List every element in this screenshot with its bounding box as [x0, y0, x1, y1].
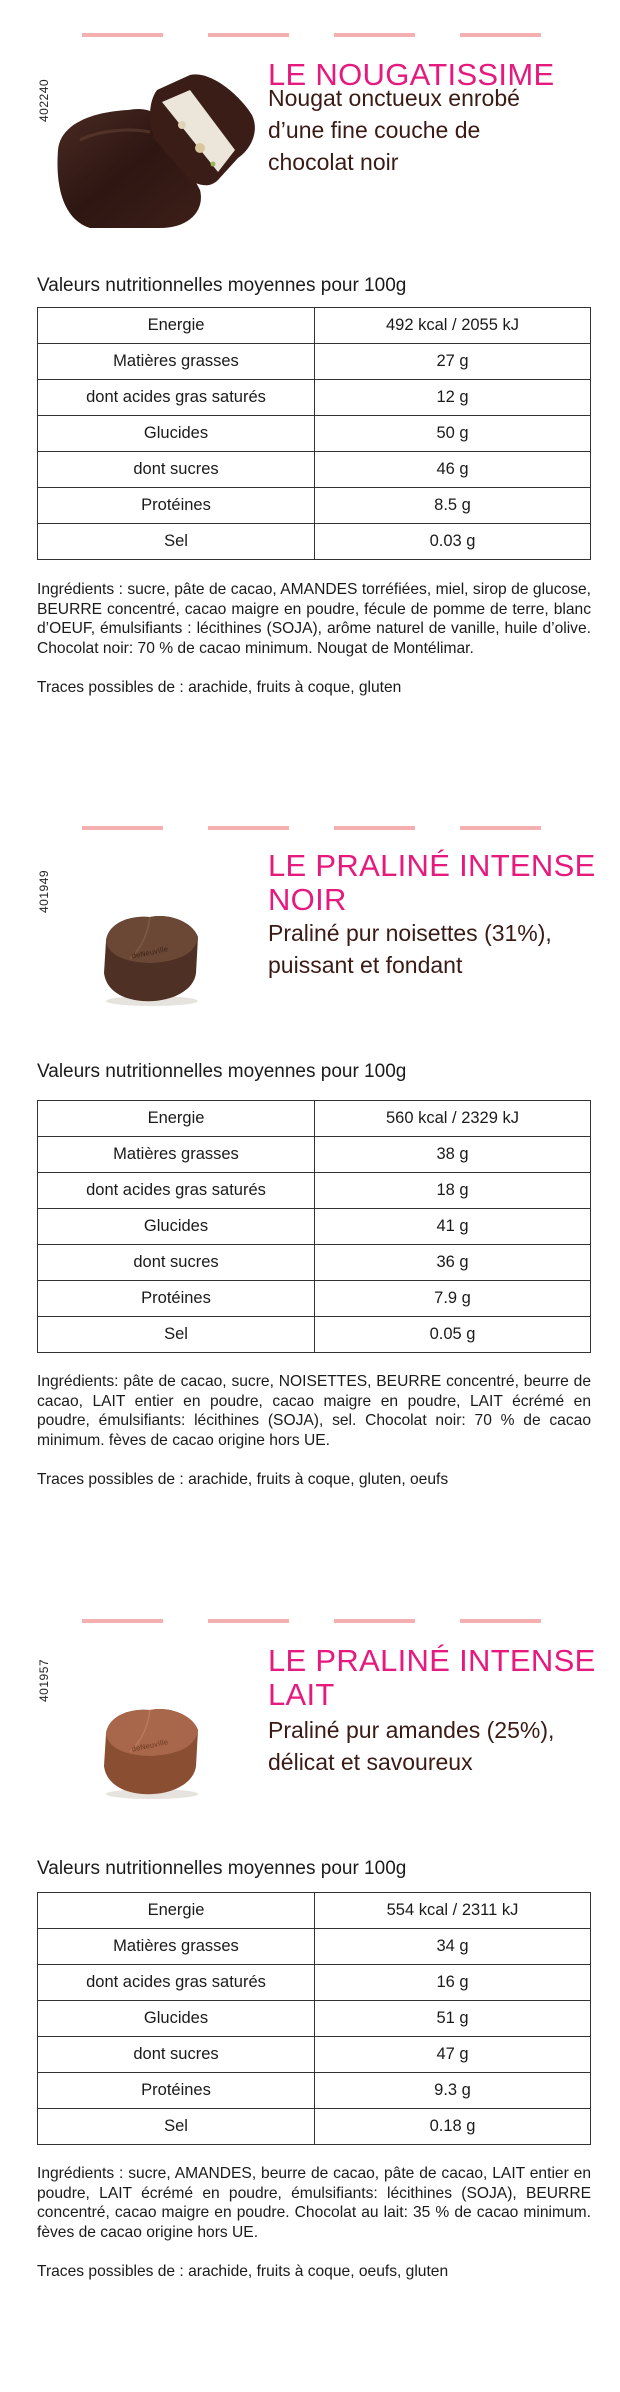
- nutrient-label: Energie: [38, 1893, 315, 1929]
- nutrient-label: Matières grasses: [38, 1137, 315, 1173]
- divider-bar: [460, 33, 541, 37]
- table-row: [38, 1137, 591, 1173]
- product-subtitle: [268, 1714, 608, 1778]
- product-praline-intense-noir: [0, 793, 620, 1593]
- nutrient-label: dont sucres: [38, 452, 315, 488]
- divider-bar: [460, 826, 541, 830]
- product-title: [268, 1644, 608, 1712]
- nutrient-value: 7.9 g: [315, 1281, 591, 1317]
- divider-bar: [334, 826, 415, 830]
- nutrition-table: [37, 1892, 591, 2145]
- nutrient-value: 0.05 g: [315, 1317, 591, 1353]
- divider-bar: [208, 33, 289, 37]
- nutrient-label: Glucides: [38, 2001, 315, 2037]
- nutrition-heading: Valeurs nutritionnelles moyennes pour 100g: [37, 1061, 407, 1082]
- divider-bar: [82, 1619, 163, 1623]
- nutrient-label: Protéines: [38, 488, 315, 524]
- table-row: [38, 1965, 591, 2001]
- table-row: [38, 1173, 591, 1209]
- ingredients-text: Ingrédients : sucre, pâte de cacao, AMANDES torréfiées, miel, sirop de glucose, BEURRE concentré, cacao maigre en poudre, fécule de pomme de terre, blanc d’OEUF, émulsifiants : lécithines (SOJA), arôme naturel de vanille, huile d’olive. Chocolat noir: 70 % de cacao minimum. Nougat de Montélimar.: [37, 581, 591, 657]
- nougat-chocolate-image: [50, 70, 260, 230]
- nutrition-table: [37, 1100, 591, 1353]
- nutrient-value: 47 g: [315, 2037, 591, 2073]
- product-code: 402240: [37, 78, 51, 122]
- nutrient-value: 554 kcal / 2311 kJ: [315, 1893, 591, 1929]
- nutrient-value: 34 g: [315, 1929, 591, 1965]
- nutrition-table: [37, 307, 591, 560]
- nutrient-label: dont sucres: [38, 1245, 315, 1281]
- product-subtitle: [268, 917, 608, 981]
- title-line: LAIT: [268, 1677, 335, 1712]
- table-row: [38, 416, 591, 452]
- svg-text:deNeuville: deNeuville: [130, 1738, 169, 1754]
- nutrient-value: 16 g: [315, 1965, 591, 2001]
- title-line: LE PRALINÉ INTENSE: [268, 848, 596, 883]
- nutrient-value: 560 kcal / 2329 kJ: [315, 1101, 591, 1137]
- nutrition-heading: Valeurs nutritionnelles moyennes pour 100g: [37, 275, 407, 296]
- nutrient-label: Glucides: [38, 416, 315, 452]
- allergen-traces: Traces possibles de : arachide, fruits à coque, gluten, oeufs: [37, 1471, 449, 1488]
- table-row: [38, 344, 591, 380]
- table-row: [38, 1893, 591, 1929]
- nutrient-value: 38 g: [315, 1137, 591, 1173]
- divider-bar: [82, 33, 163, 37]
- nutrient-value: 50 g: [315, 416, 591, 452]
- title-line: NOIR: [268, 882, 347, 917]
- table-row: [38, 2073, 591, 2109]
- nutrient-value: 0.18 g: [315, 2109, 591, 2145]
- table-row: [38, 308, 591, 344]
- nutrient-value: 18 g: [315, 1173, 591, 1209]
- title-line: LE NOUGATISSIME: [268, 57, 555, 92]
- milk-praline-image: [100, 1704, 204, 1800]
- table-row: [38, 2109, 591, 2145]
- product-title: [268, 849, 608, 917]
- nutrient-value: 41 g: [315, 1209, 591, 1245]
- nutrient-label: Protéines: [38, 1281, 315, 1317]
- nutrient-value: 0.03 g: [315, 524, 591, 560]
- table-row: [38, 1929, 591, 1965]
- divider-bar: [334, 33, 415, 37]
- product-code: 401949: [37, 869, 51, 913]
- subtitle-line: puissant et fondant: [268, 952, 463, 978]
- table-row: [38, 1317, 591, 1353]
- nutrient-value: 12 g: [315, 380, 591, 416]
- nutrition-heading: Valeurs nutritionnelles moyennes pour 100g: [37, 1858, 407, 1879]
- decorative-divider: [0, 1619, 620, 1623]
- product-subtitle: [268, 82, 608, 178]
- nutrient-label: Energie: [38, 308, 315, 344]
- nutrient-label: dont acides gras saturés: [38, 380, 315, 416]
- nutrient-label: Glucides: [38, 1209, 315, 1245]
- table-row: [38, 2037, 591, 2073]
- allergen-traces: Traces possibles de : arachide, fruits à coque, oeufs, gluten: [37, 2263, 449, 2280]
- subtitle-line: Praliné pur amandes (25%),: [268, 1717, 555, 1743]
- nutrient-label: Energie: [38, 1101, 315, 1137]
- nutrient-value: 8.5 g: [315, 488, 591, 524]
- product-nougatissime: [0, 0, 620, 760]
- svg-text:deNeuville: deNeuville: [130, 945, 169, 961]
- table-row: [38, 488, 591, 524]
- divider-bar: [82, 826, 163, 830]
- ingredients-text: Ingrédients: pâte de cacao, sucre, NOISETTES, BEURRE concentré, beurre de cacao, LAIT entier en poudre, cacao maigre en poudre, LAIT écrémé en poudre, émulsifiants: lécithines (SOJA), sel. Chocolat noir: 70 % de cacao minimum. fèves de cacao origine hors UE.: [37, 1373, 591, 1449]
- table-row: [38, 1281, 591, 1317]
- divider-bar: [208, 826, 289, 830]
- nutrient-value: 51 g: [315, 2001, 591, 2037]
- nutrient-label: Protéines: [38, 2073, 315, 2109]
- divider-bar: [208, 1619, 289, 1623]
- product-code: 401957: [37, 1658, 51, 1702]
- ingredients-text: Ingrédients : sucre, AMANDES, beurre de cacao, pâte de cacao, LAIT entier en poudre, LAIT écrémé en poudre, émulsifiants: lécithines (SOJA), BEURRE concentré, cacao maigre en poudre. Chocolat au lait: 35 % de cacao minimum. fèves de cacao origine hors UE.: [37, 2165, 591, 2241]
- nutrient-label: Matières grasses: [38, 344, 315, 380]
- table-row: [38, 1101, 591, 1137]
- title-line: LE PRALINÉ INTENSE: [268, 1643, 596, 1678]
- nutrient-label: Sel: [38, 2109, 315, 2145]
- nutrient-label: Sel: [38, 1317, 315, 1353]
- table-row: [38, 1209, 591, 1245]
- dark-praline-image: [100, 911, 204, 1007]
- table-row: [38, 452, 591, 488]
- table-row: [38, 380, 591, 416]
- table-row: [38, 1245, 591, 1281]
- table-row: [38, 524, 591, 560]
- nutrient-label: dont sucres: [38, 2037, 315, 2073]
- divider-bar: [334, 1619, 415, 1623]
- nutrient-label: dont acides gras saturés: [38, 1173, 315, 1209]
- subtitle-line: Praliné pur noisettes (31%),: [268, 920, 552, 946]
- product-praline-intense-lait: [0, 1586, 620, 2392]
- nutrient-value: 27 g: [315, 344, 591, 380]
- subtitle-line: Nougat onctueux enrobé: [268, 85, 520, 111]
- subtitle-line: chocolat noir: [268, 149, 399, 175]
- table-row: [38, 2001, 591, 2037]
- decorative-divider: [0, 826, 620, 830]
- allergen-traces: Traces possibles de : arachide, fruits à coque, gluten: [37, 679, 402, 696]
- decorative-divider: [0, 33, 620, 37]
- nutrient-value: 46 g: [315, 452, 591, 488]
- nutrient-value: 492 kcal / 2055 kJ: [315, 308, 591, 344]
- subtitle-line: d’une fine couche de: [268, 117, 481, 143]
- nutrient-label: Sel: [38, 524, 315, 560]
- nutrient-label: dont acides gras saturés: [38, 1965, 315, 2001]
- subtitle-line: délicat et savoureux: [268, 1749, 473, 1775]
- nutrient-value: 36 g: [315, 1245, 591, 1281]
- nutrient-label: Matières grasses: [38, 1929, 315, 1965]
- divider-bar: [460, 1619, 541, 1623]
- nutrient-value: 9.3 g: [315, 2073, 591, 2109]
